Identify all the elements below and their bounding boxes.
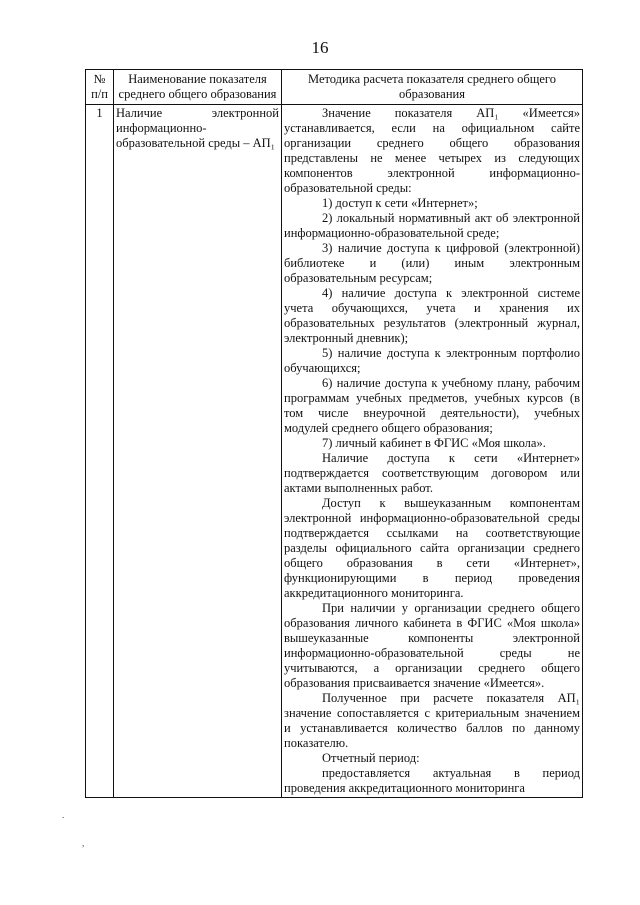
row-indicator-name: Наличие электронной информационно-образовательной среды – АП₁ [114, 105, 282, 798]
method-paragraph: Наличие доступа к сети «Интернет» подтверждается соответствующим договором или актами выполненных работ. [284, 451, 580, 495]
header-number: № п/п [86, 70, 114, 105]
reporting-period-label: Отчетный период: [322, 751, 420, 765]
component-item: 1) доступ к сети «Интернет»; [322, 196, 478, 210]
header-indicator-name: Наименование показателя среднего общего образования [114, 70, 282, 105]
method-paragraph: Полученное при расчете показателя АП₁ значение сопоставляется с критериальным значением и устанавливается количество баллов по данному показателю. [284, 691, 580, 750]
indicator-table [85, 69, 583, 798]
method-paragraph: Значение показателя АП₁ «Имеется» устанавливается, если на официальном сайте организации среднего общего образования представлены не менее четырех из следующих компонентов электронной информационно-образовательной среды: [284, 106, 580, 195]
method-paragraph: При наличии у организации среднего общего образования личного кабинета в ФГИС «Моя школа» вышеуказанные компоненты электронной информационно-образовательной среды не учитываются, а организации среднего общего образования присваивается значение «Имеется». [284, 601, 580, 690]
row-method [282, 105, 583, 798]
component-item: 3) наличие доступа к цифровой (электронной) библиотеке и (или) иным электронным образовательным ресурсам; [284, 241, 580, 285]
stray-mark: , [82, 838, 85, 848]
table-row [86, 105, 583, 798]
method-paragraph: Доступ к вышеуказанным компонентам электронной информационно-образовательной среды подтверждается ссылками на соответствующие разделы официального сайта организации среднего общего образования в сети «Интернет», функционирующими в период проведения аккредитационного мониторинга. [284, 496, 580, 600]
stray-mark: . [62, 810, 65, 820]
header-method: Методика расчета показателя среднего общего образования [282, 70, 583, 105]
component-item: 2) локальный нормативный акт об электронной информационно-образовательной среде; [284, 211, 580, 240]
component-item: 7) личный кабинет в ФГИС «Моя школа». [322, 436, 546, 450]
method-paragraph: предоставляется актуальная в период проведения аккредитационного мониторинга [284, 766, 580, 795]
table-header-row [86, 70, 583, 105]
component-item: 5) наличие доступа к электронным портфолио обучающихся; [284, 346, 580, 375]
component-item: 6) наличие доступа к учебному плану, рабочим программам учебных предметов, учебных курсов (в том числе внеурочной деятельности), учебных модулей среднего общего образования; [284, 376, 580, 435]
page-number: 16 [311, 38, 329, 57]
component-item: 4) наличие доступа к электронной системе учета обучающихся, учета и хранения их образовательных результатов (электронный журнал, электронный дневник); [284, 286, 580, 345]
row-number: 1 [86, 105, 114, 798]
